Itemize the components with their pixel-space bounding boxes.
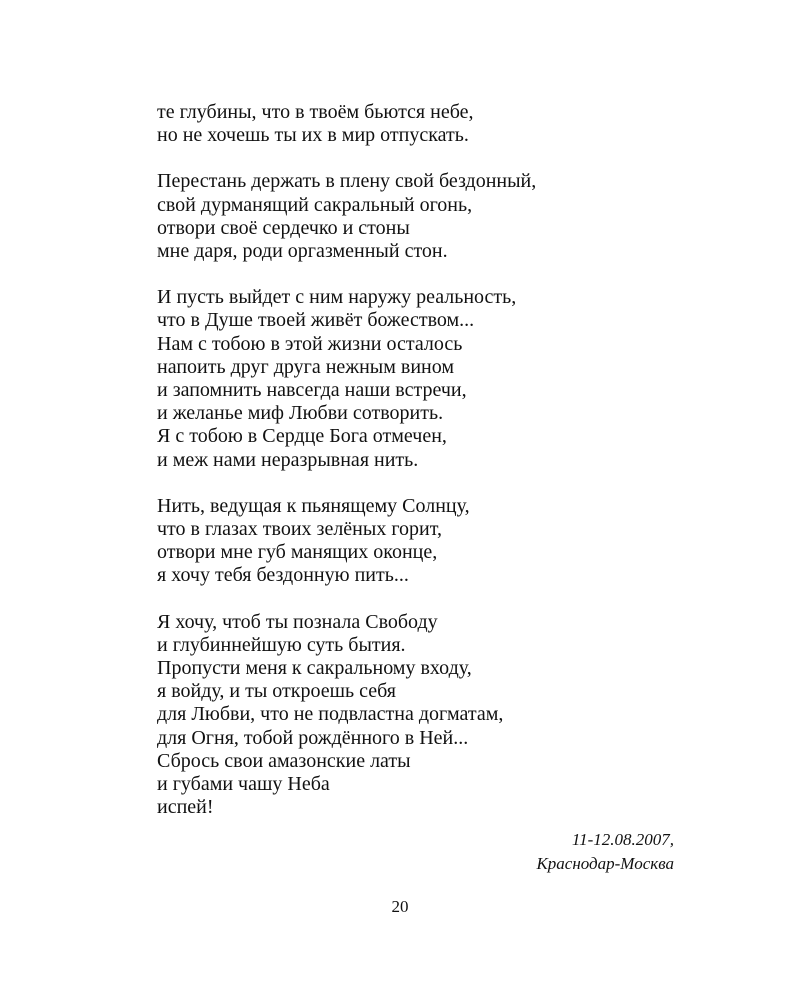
poem-line: что в Душе твоей живёт божеством... <box>157 309 475 332</box>
poem-line: и желанье миф Любви сотворить. <box>157 402 444 425</box>
poem-line: свой дурманящий сакральный огонь, <box>157 193 473 216</box>
poem-line: испей! <box>157 796 214 819</box>
poem-line: я войду, и ты откроешь себя <box>157 680 396 703</box>
signature-place: Краснодар-Москва <box>536 854 674 873</box>
poem-signature <box>537 828 675 876</box>
stanza-5 <box>157 611 717 820</box>
poem-line: Я с тобою в Сердце Бога отмечен, <box>157 425 447 448</box>
poem-line: для Любви, что не подвластна догматам, <box>157 703 504 726</box>
poem-line: те глубины, что в твоём бьются небе, <box>157 101 474 123</box>
poem-line: Я хочу, чтоб ты познала Свободу <box>157 610 438 633</box>
poem-line: Нить, ведущая к пьянящему Солнцу, <box>157 494 470 517</box>
poem-line: напоить друг друга нежным вином <box>157 355 455 378</box>
poem-line: и губами чашу Неба <box>157 773 330 796</box>
poem-line: Сбрось свои амазонские латы <box>157 749 411 772</box>
poem-line: мне даря, роди оргазменный стон. <box>157 240 448 263</box>
page-number: 20 <box>391 897 409 916</box>
signature-date: 11-12.08.2007, <box>571 830 674 849</box>
poem-line: я хочу тебя бездонную пить... <box>157 564 409 587</box>
poem-line: и запомнить навсегда наши встречи, <box>157 379 467 402</box>
poem-line: И пусть выйдет с ним наружу реальность, <box>157 286 517 309</box>
stanza-2 <box>157 170 717 263</box>
poem-line: что в глазах твоих зелёных горит, <box>157 518 442 541</box>
poem-line: Пропусти меня к сакральному входу, <box>157 657 472 680</box>
poem-body <box>157 101 717 842</box>
poem-line: и меж нами неразрывная нить. <box>157 448 419 471</box>
poem-line: Нам с тобою в этой жизни осталось <box>157 332 463 355</box>
poem-line: отвори мне губ манящих оконце, <box>157 541 438 564</box>
stanza-4 <box>157 495 717 588</box>
stanza-1 <box>157 101 717 147</box>
poem-line: но не хочешь ты их в мир отпускать. <box>157 124 469 147</box>
stanza-3 <box>157 286 717 472</box>
poem-line: и глубиннейшую суть бытия. <box>157 633 406 656</box>
poem-line: отвори своё сердечко и стоны <box>157 216 410 239</box>
poem-line: для Огня, тобой рождённого в Ней... <box>157 726 469 749</box>
poem-line: Перестань держать в плену свой бездонный, <box>157 170 537 193</box>
